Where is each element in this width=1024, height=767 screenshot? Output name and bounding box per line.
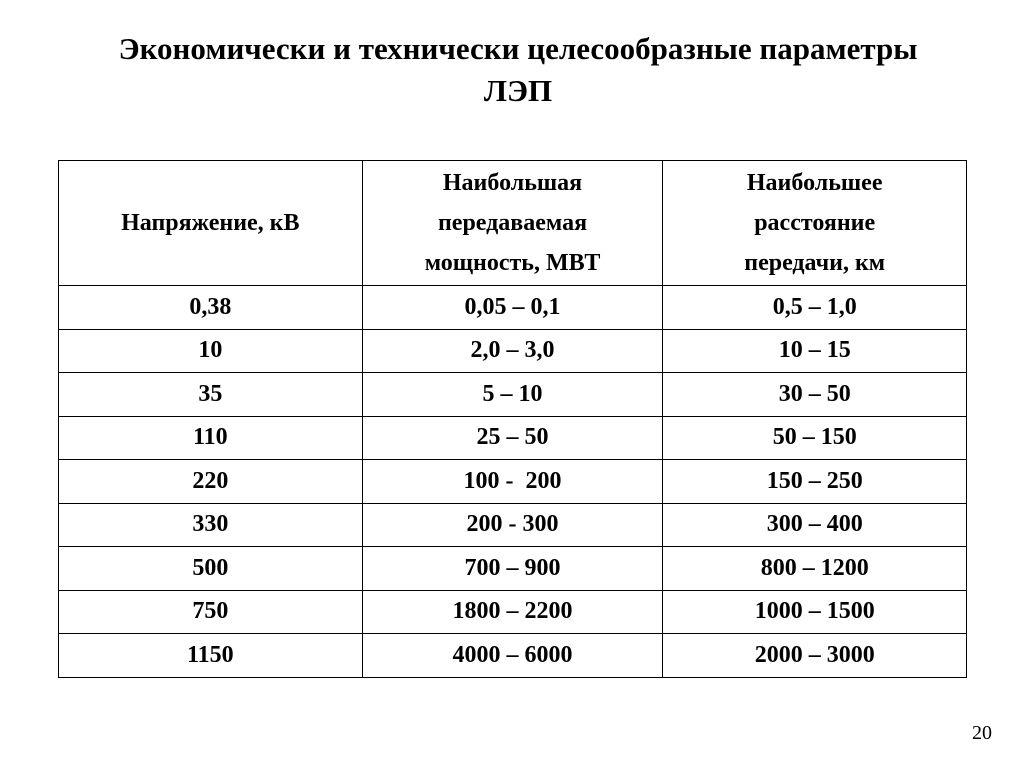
table-row <box>59 634 967 678</box>
cell-power: 1800 – 2200 <box>362 590 663 634</box>
cell-distance: 1000 – 1500 <box>663 590 967 634</box>
header-max-distance-line-1: Наибольшее <box>746 170 883 196</box>
cell-distance: 30 – 50 <box>663 373 967 417</box>
cell-voltage: 1150 <box>59 634 363 678</box>
cell-distance: 10 – 15 <box>663 329 967 373</box>
parameters-table <box>58 160 967 678</box>
cell-power: 700 – 900 <box>362 547 663 591</box>
cell-distance: 300 – 400 <box>663 503 967 547</box>
cell-power: 0,05 – 0,1 <box>362 286 663 330</box>
cell-power: 5 – 10 <box>362 373 663 417</box>
cell-voltage: 10 <box>59 329 363 373</box>
cell-voltage: 500 <box>59 547 363 591</box>
header-max-power-line-1: Наибольшая <box>442 170 583 196</box>
table-row <box>59 503 967 547</box>
table-row <box>59 329 967 373</box>
slide-title-line-2: ЛЭП <box>483 73 553 108</box>
table-row <box>59 373 967 417</box>
table-row <box>59 547 967 591</box>
cell-distance: 800 – 1200 <box>663 547 967 591</box>
table-row <box>59 416 967 460</box>
cell-voltage: 35 <box>59 373 363 417</box>
header-max-power-line-3: мощность, МВТ <box>424 250 601 276</box>
cell-voltage: 110 <box>59 416 363 460</box>
cell-distance: 0,5 – 1,0 <box>663 286 967 330</box>
cell-power: 200 - 300 <box>362 503 663 547</box>
header-max-distance-line-2: расстояние <box>754 210 876 236</box>
cell-voltage: 0,38 <box>59 286 363 330</box>
header-voltage-line: Напряжение, кВ <box>121 210 300 236</box>
cell-voltage: 330 <box>59 503 363 547</box>
table-row <box>59 460 967 504</box>
header-voltage <box>59 161 363 286</box>
table-header-row <box>59 161 967 286</box>
table-row <box>59 590 967 634</box>
slide-title <box>0 28 1024 112</box>
cell-power: 4000 – 6000 <box>362 634 663 678</box>
cell-distance: 50 – 150 <box>663 416 967 460</box>
page-number: 20 <box>972 722 992 744</box>
cell-voltage: 750 <box>59 590 363 634</box>
cell-power: 2,0 – 3,0 <box>362 329 663 373</box>
cell-power: 100 - 200 <box>362 460 663 504</box>
cell-voltage: 220 <box>59 460 363 504</box>
cell-distance: 2000 – 3000 <box>663 634 967 678</box>
header-max-power <box>362 161 663 286</box>
header-max-distance-line-3: передачи, км <box>744 250 886 276</box>
header-max-power-line-2: передаваемая <box>437 210 588 236</box>
slide-title-line-1: Экономически и технически целесообразные параметры <box>118 31 918 66</box>
cell-power: 25 – 50 <box>362 416 663 460</box>
cell-distance: 150 – 250 <box>663 460 967 504</box>
table-body <box>59 286 967 678</box>
table-row <box>59 286 967 330</box>
header-max-distance <box>663 161 967 286</box>
